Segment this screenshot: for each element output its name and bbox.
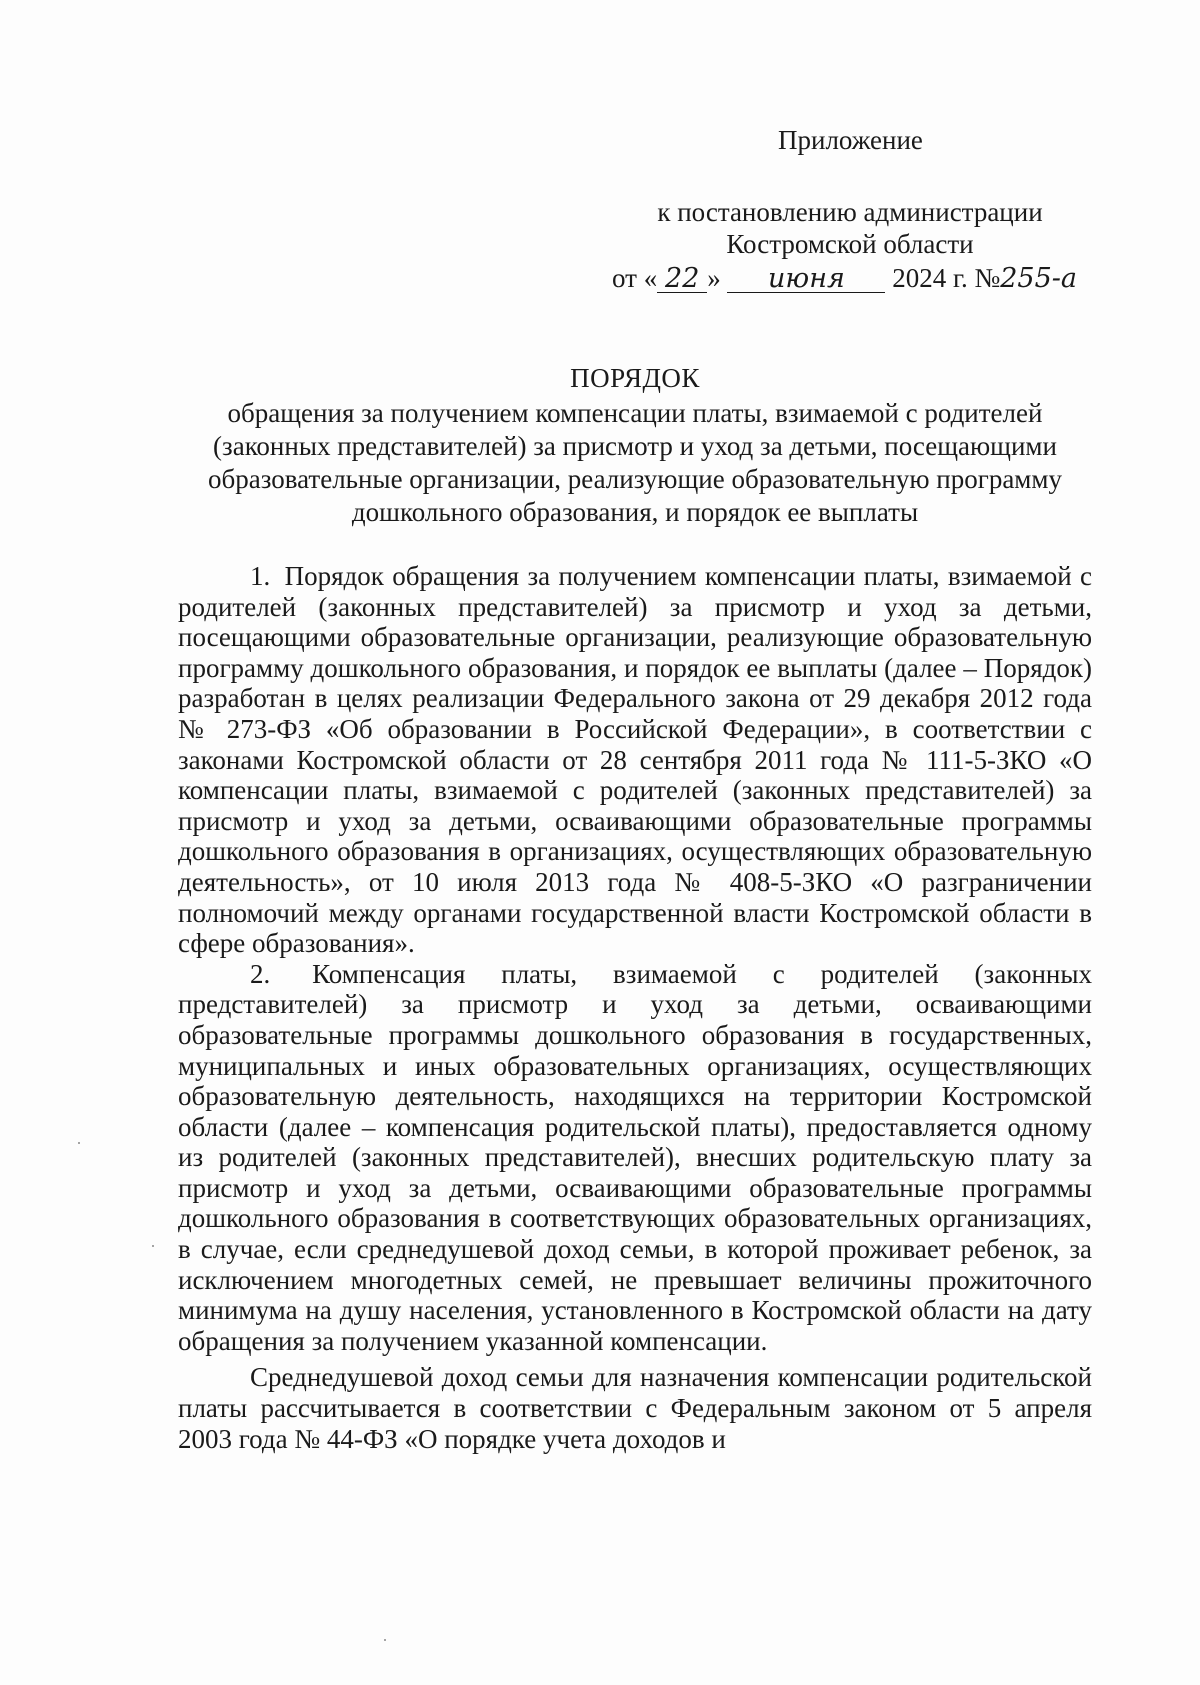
document-title [180,362,1090,529]
scan-speck [78,1142,80,1144]
title-line-1: обращения за получением компенсации платы, взимаемой с родителей [227,398,1043,428]
date-mid: » [707,263,721,293]
document-body [178,561,1092,1454]
resolution-line-2: Костромской области [726,229,974,259]
paragraph-1-text: Порядок обращения за получением компенсации платы, взимаемой с родителей (законных представителей) за присмотр и уход за детьми, посещающими образовательные организации, реализующие образовательную программу дошкольного образования, и порядок ее выплаты (далее – Порядок) разработан в целях реализации Федерального закона от 29 декабря 2012 года № 273-ФЗ «Об образовании в Российской Федерации», в соответствии с законами Костромской области от 28 сентября 2011 года № 111-5-ЗКО «О компенсации платы, взимаемой с родителей (законных представителей) за присмотр и уход за детьми, осваивающими образовательные программы дошкольного образования в организациях, осуществляющих образовательную деятельность», от 10 июля 2013 года № 408-5-ЗКО «О разграничении полномочий между органами государственной власти Костромской области в сфере образования». [178,561,1093,959]
paragraph-3-text: Среднедушевой доход семьи для назначения компенсации родительской платы рассчитывается в соответствии с Федеральным законом от 5 апреля 2003 года № 44-ФЗ «О порядке учета доходов и [178,1362,1092,1454]
handwritten-number: 255-а [1000,263,1078,294]
paragraph-1 [178,561,1092,959]
date-prefix: от « [612,263,658,293]
title-heading: ПОРЯДОК [570,363,700,393]
handwritten-day: 22 [657,266,707,293]
handwritten-month: июня [727,266,885,293]
paragraph-2-number: 2. [250,958,271,989]
title-line-4: дошкольного образования, и порядок ее выплаты [351,497,919,527]
paragraph-3 [178,1362,1092,1454]
paragraph-2-text: Компенсация платы, взимаемой с родителей (законных представителей) за присмотр и уход за детьми, осваивающими образовательные программы дошкольного образования в государственных, муниципальных и иных образовательных организациях, осуществляющих образовательную деятельность, находящихся на территории Костромской области (далее – компенсация родительской платы), предоставляется одному из родителей (законных представителей), внесших родительскую плату за присмотр и уход за детьми, осваивающими образовательные программы дошкольного образования в соответствующих образовательных организациях, в случае, если среднедушевой доход семьи, в которой проживает ребенок, за исключением многодетных семей, не превышает величины прожиточного минимума на душу населения, установленного в Костромской области на дату обращения за получением указанной компенсации. [178,958,1092,1356]
scan-speck [152,1245,154,1247]
resolution-line-1: к постановлению администрации [657,197,1043,227]
resolution-reference [620,196,1080,260]
date-year: 2024 г. № [892,263,1001,293]
resolution-date-line [612,262,1100,294]
title-line-2: (законных представителей) за присмотр и уход за детьми, посещающими [213,431,1057,461]
title-line-3: образовательные организации, реализующие образовательную программу [208,464,1062,494]
scan-speck [384,1639,386,1641]
appendix-label: Приложение [778,125,923,155]
paragraph-2 [178,959,1092,1357]
paragraph-1-number: 1. [250,561,271,591]
